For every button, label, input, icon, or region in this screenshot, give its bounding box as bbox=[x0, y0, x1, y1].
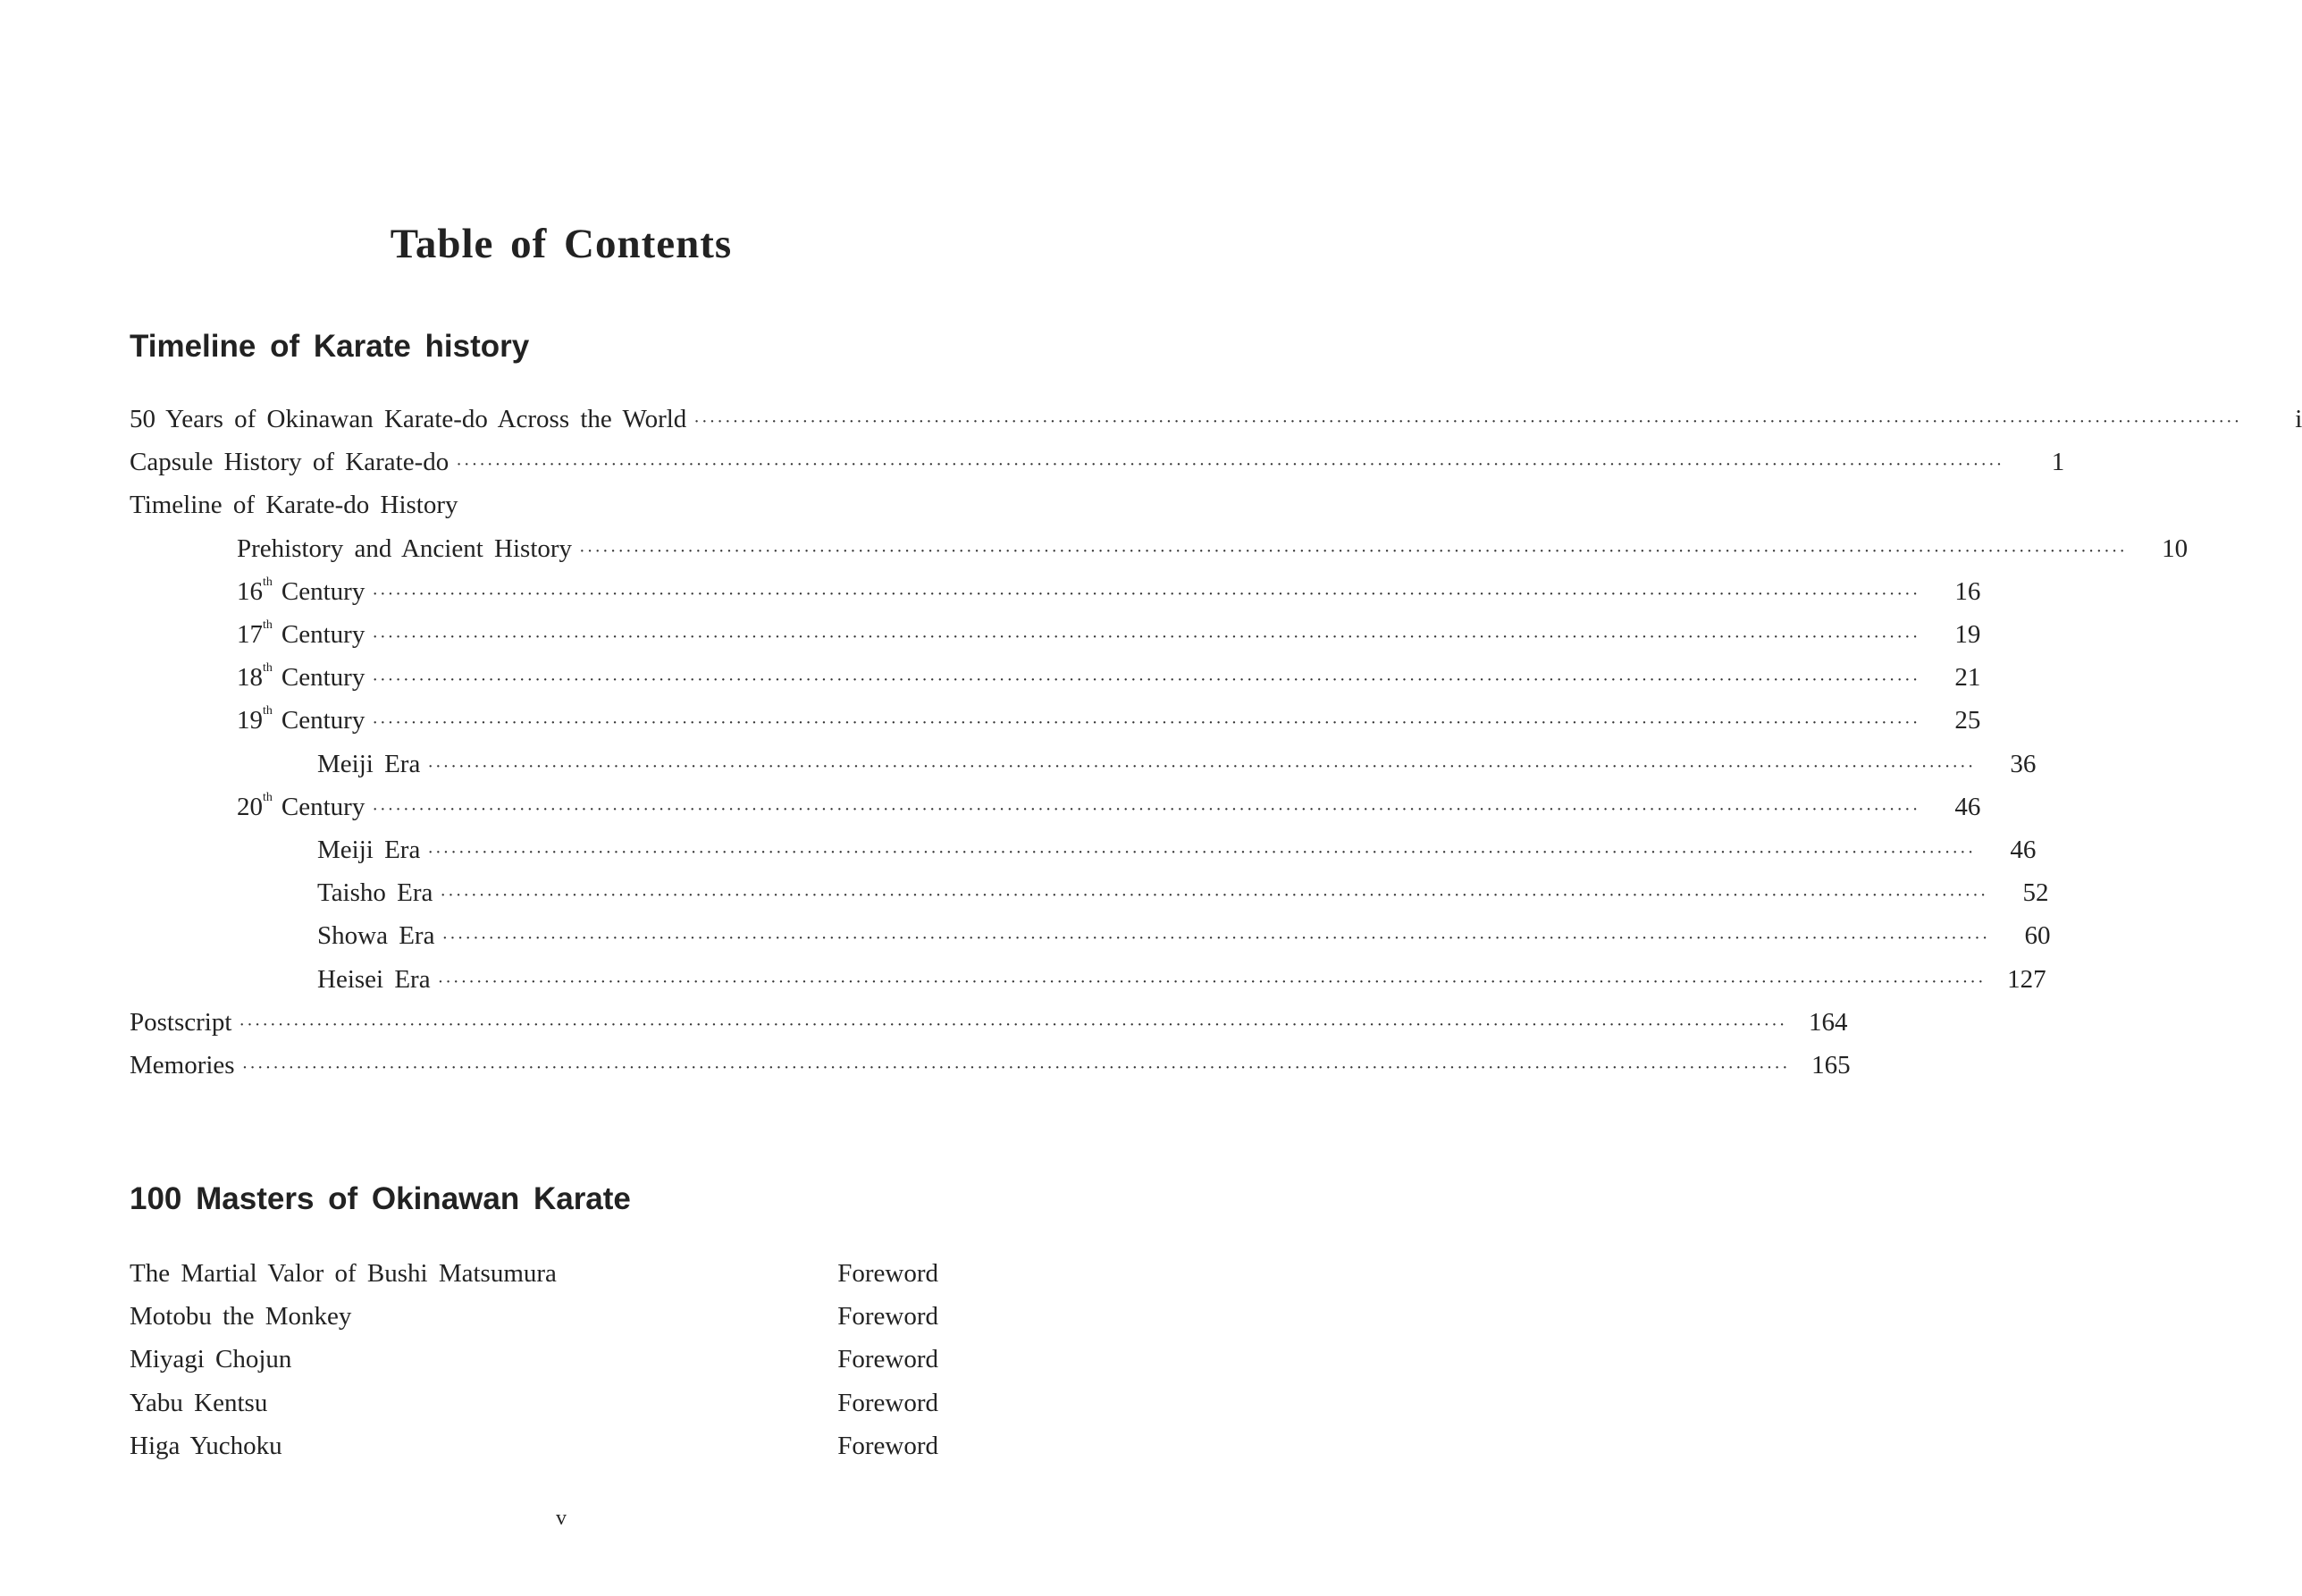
master-entry-label: Miyagi Chojun bbox=[130, 1345, 292, 1374]
dot-leader: ········································································································································································································ bbox=[579, 541, 2128, 561]
toc-entry[interactable] bbox=[130, 448, 2065, 483]
toc-entry[interactable] bbox=[317, 921, 2051, 957]
century-word: Century bbox=[281, 706, 365, 735]
toc-entry-page: 60 bbox=[2024, 921, 2051, 951]
toc-entry[interactable] bbox=[237, 790, 1981, 828]
master-entry[interactable] bbox=[130, 1345, 938, 1374]
dot-leader: ········································································································································································································ bbox=[693, 412, 2242, 432]
toc-entry-label: Timeline of Karate-do History bbox=[130, 491, 458, 520]
century-number: 19 bbox=[237, 706, 263, 735]
master-entry-page: Foreword bbox=[837, 1431, 938, 1460]
toc-entry[interactable] bbox=[317, 836, 2037, 871]
toc-entry-label: Meiji Era bbox=[317, 749, 421, 778]
toc-entry-page: 21 bbox=[1954, 663, 1981, 693]
toc-entry[interactable] bbox=[130, 1007, 1848, 1044]
toc-entry[interactable] bbox=[237, 704, 1981, 742]
century-word: Century bbox=[281, 663, 365, 693]
toc-entry-label bbox=[237, 577, 365, 607]
toc-entry[interactable] bbox=[317, 749, 2037, 785]
century-number: 20 bbox=[237, 792, 263, 821]
toc-entry-page: 46 bbox=[2010, 836, 2037, 864]
toc-entry-label: Capsule History of Karate-do bbox=[130, 448, 449, 477]
toc-entry-page: 46 bbox=[1954, 792, 1981, 821]
dot-leader: ········································································································································································································ bbox=[372, 713, 1920, 734]
page-number: v bbox=[556, 1507, 567, 1530]
ordinal-suffix: th bbox=[263, 618, 273, 632]
toc-entry[interactable] bbox=[130, 405, 2302, 441]
dot-leader: ········································································································································································································ bbox=[427, 756, 1976, 777]
master-entry-label: Motobu the Monkey bbox=[130, 1302, 352, 1331]
toc-entry-label: Taisho Era bbox=[317, 878, 433, 908]
century-number: 18 bbox=[237, 663, 263, 693]
toc-entry-page: 1 bbox=[2051, 448, 2065, 477]
section-heading-timeline: Timeline of Karate history bbox=[130, 329, 530, 364]
toc-entry-page: 25 bbox=[1954, 706, 1981, 735]
toc-entry[interactable] bbox=[237, 618, 1981, 656]
toc-entry-label: Postscript bbox=[130, 1007, 232, 1037]
toc-entry-label bbox=[237, 663, 365, 693]
dot-leader: ········································································································································································································ bbox=[440, 886, 1988, 906]
toc-entry-label bbox=[237, 706, 365, 735]
dot-leader: ········································································································································································································ bbox=[372, 799, 1920, 819]
dot-leader: ········································································································································································································ bbox=[427, 843, 1976, 862]
master-entry-page: Foreword bbox=[837, 1388, 938, 1417]
ordinal-suffix: th bbox=[263, 575, 273, 589]
ordinal-suffix: th bbox=[263, 704, 273, 718]
toc-entry[interactable] bbox=[237, 661, 1981, 699]
toc-entry-page: 16 bbox=[1954, 576, 1981, 606]
toc-entry-label: Meiji Era bbox=[317, 836, 421, 864]
master-entry-label: Yabu Kentsu bbox=[130, 1388, 268, 1417]
master-entry[interactable] bbox=[130, 1432, 938, 1461]
toc-entry[interactable] bbox=[130, 491, 990, 526]
master-entry[interactable] bbox=[130, 1302, 938, 1331]
toc-entry-page: i bbox=[2295, 405, 2302, 433]
toc-entry-label bbox=[237, 790, 365, 822]
ordinal-suffix: th bbox=[263, 661, 273, 676]
toc-entry[interactable] bbox=[237, 575, 1981, 613]
toc-entry[interactable] bbox=[237, 533, 2189, 570]
toc-entry[interactable] bbox=[130, 1051, 1851, 1087]
master-entry-page: Foreword bbox=[837, 1302, 938, 1331]
section-heading-masters: 100 Masters of Okinawan Karate bbox=[130, 1181, 631, 1216]
toc-entry-page: 164 bbox=[1808, 1007, 1848, 1037]
master-entry-label: Higa Yuchoku bbox=[130, 1431, 282, 1460]
toc-entry-label bbox=[237, 620, 365, 650]
page-title: Table of Contents bbox=[390, 221, 733, 267]
toc-entry-page: 36 bbox=[2010, 749, 2037, 778]
toc-entry-page: 52 bbox=[2022, 878, 2049, 908]
master-entry-page: Foreword bbox=[837, 1345, 938, 1374]
century-number: 17 bbox=[237, 620, 263, 649]
dot-leader: ········································································································································································································ bbox=[372, 670, 1920, 691]
master-entry[interactable] bbox=[130, 1389, 938, 1418]
century-number: 16 bbox=[237, 576, 263, 606]
dot-leader: ········································································································································································································ bbox=[372, 627, 1920, 647]
dot-leader: ········································································································································································································ bbox=[241, 1058, 1790, 1078]
toc-entry[interactable] bbox=[317, 878, 2049, 914]
dot-leader: ········································································································································································································ bbox=[441, 928, 1990, 949]
toc-entry-page: 19 bbox=[1954, 620, 1981, 649]
toc-entry-label: Memories bbox=[130, 1051, 235, 1079]
century-word: Century bbox=[281, 576, 365, 606]
master-entry-page: Foreword bbox=[837, 1259, 938, 1288]
master-entry-label: The Martial Valor of Bushi Matsumura bbox=[130, 1259, 557, 1288]
toc-entry-label: Prehistory and Ancient History bbox=[237, 533, 573, 563]
master-entry[interactable] bbox=[130, 1259, 938, 1289]
dot-leader: ········································································································································································································ bbox=[239, 1014, 1787, 1035]
dot-leader: ········································································································································································································ bbox=[372, 584, 1920, 604]
toc-entry-page: 127 bbox=[2007, 964, 2046, 994]
toc-entry-label: Heisei Era bbox=[317, 964, 431, 994]
century-word: Century bbox=[281, 792, 365, 821]
toc-entry-page: 165 bbox=[1811, 1051, 1851, 1079]
dot-leader: ········································································································································································································ bbox=[456, 455, 2004, 475]
toc-entry-label: 50 Years of Okinawan Karate-do Across the World bbox=[130, 405, 687, 433]
ordinal-suffix: th bbox=[263, 790, 273, 804]
toc-entry-label: Showa Era bbox=[317, 921, 435, 951]
dot-leader: ········································································································································································································ bbox=[437, 971, 1986, 992]
century-word: Century bbox=[281, 620, 365, 649]
toc-entry-page: 10 bbox=[2162, 533, 2189, 563]
toc-entry[interactable] bbox=[317, 964, 2046, 1001]
